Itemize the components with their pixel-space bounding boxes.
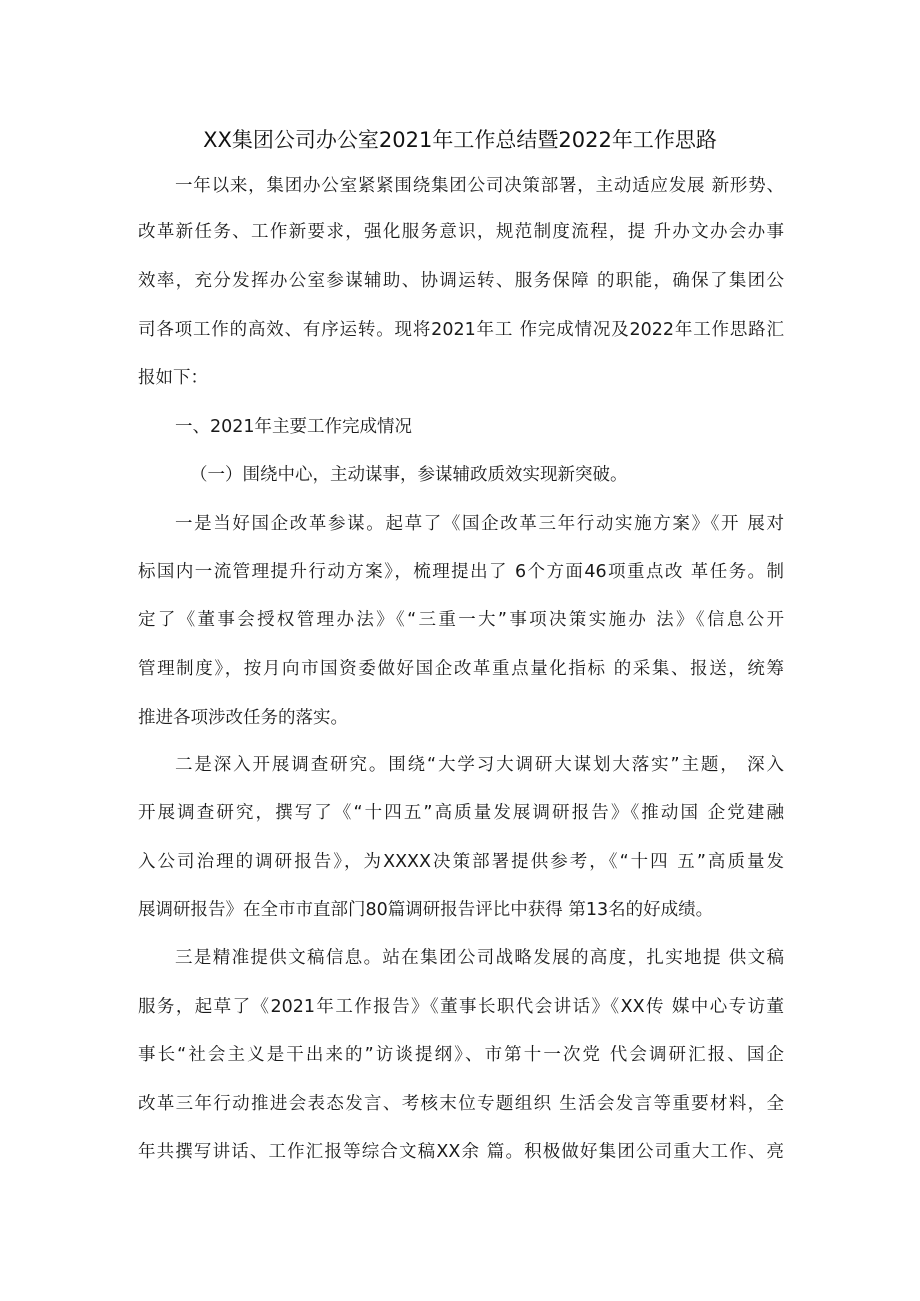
paragraph-line: 年共撰写讲话、工作汇报等综合文稿XX余 篇。积极做好集团公司重大工作、亮 [138, 1142, 784, 1162]
paragraph-line: 定了《董事会授权管理办法》《“三重一大”事项决策实施办 法》《信息公开 [138, 610, 784, 630]
document-title: XX集团公司办公室2021年工作总结暨2022年工作思路 [203, 128, 717, 152]
section-heading: 一、2021年主要工作完成情况 [175, 417, 413, 437]
paragraph-line: 效率，充分发挥办公室参谋辅助、协调运转、服务保障 的职能，确保了集团公 [138, 271, 784, 291]
paragraph-line: 管理制度》，按月向市国资委做好国企改革重点量化指标 的采集、报送，统筹 [138, 659, 784, 679]
paragraph-line: 一是当好国企改革参谋。起草了《国企改革三年行动实施方案》《开 展对 [175, 514, 784, 534]
paragraph-line: 一年以来，集团办公室紧紧围绕集团公司决策部署，主动适应发展 新形势、 [175, 176, 784, 196]
paragraph-line: 入公司治理的调研报告》，为XXXX决策部署提供参考，《“十四 五”高质量发 [138, 852, 784, 872]
paragraph-line: 改革新任务、工作新要求，强化服务意识，规范制度流程，提 升办文办会办事 [138, 222, 784, 242]
subsection-heading: （一）围绕中心，主动谋事，参谋辅政质效实现新突破。 [190, 465, 628, 485]
paragraph-line: 改革三年行动推进会表态发言、考核末位专题组织 生活会发言等重要材料，全 [138, 1094, 784, 1114]
paragraph-line: 司各项工作的高效、有序运转。现将2021年工 作完成情况及2022年工作思路汇 [138, 320, 784, 340]
paragraph-line: 报如下： [138, 368, 208, 388]
paragraph-line: 开展调查研究，撰写了《“十四五”高质量发展调研报告》《推动国 企党建融 [138, 803, 784, 823]
paragraph-line: 三是精准提供文稿信息。站在集团公司战略发展的高度，扎实地提 供文稿 [175, 948, 784, 968]
paragraph-line: 展调研报告》在全市市直部门80篇调研报告评比中获得 第13名的好成绩。 [138, 900, 714, 920]
paragraph-line: 二是深入开展调查研究。围绕“大学习大调研大谋划大落实”主题， 深入 [175, 755, 784, 775]
paragraph-line: 事长“社会主义是干出来的”访谈提纲》、市第十一次党 代会调研汇报、国企 [138, 1045, 784, 1065]
paragraph-line: 标国内一流管理提升行动方案》，梳理提出了 6个方面46项重点改 革任务。制 [138, 562, 784, 582]
paragraph-line: 推进各项涉改任务的落实。 [138, 708, 348, 728]
paragraph-line: 服务，起草了《2021年工作报告》《董事长职代会讲话》《XX传 媒中心专访董 [138, 997, 784, 1017]
